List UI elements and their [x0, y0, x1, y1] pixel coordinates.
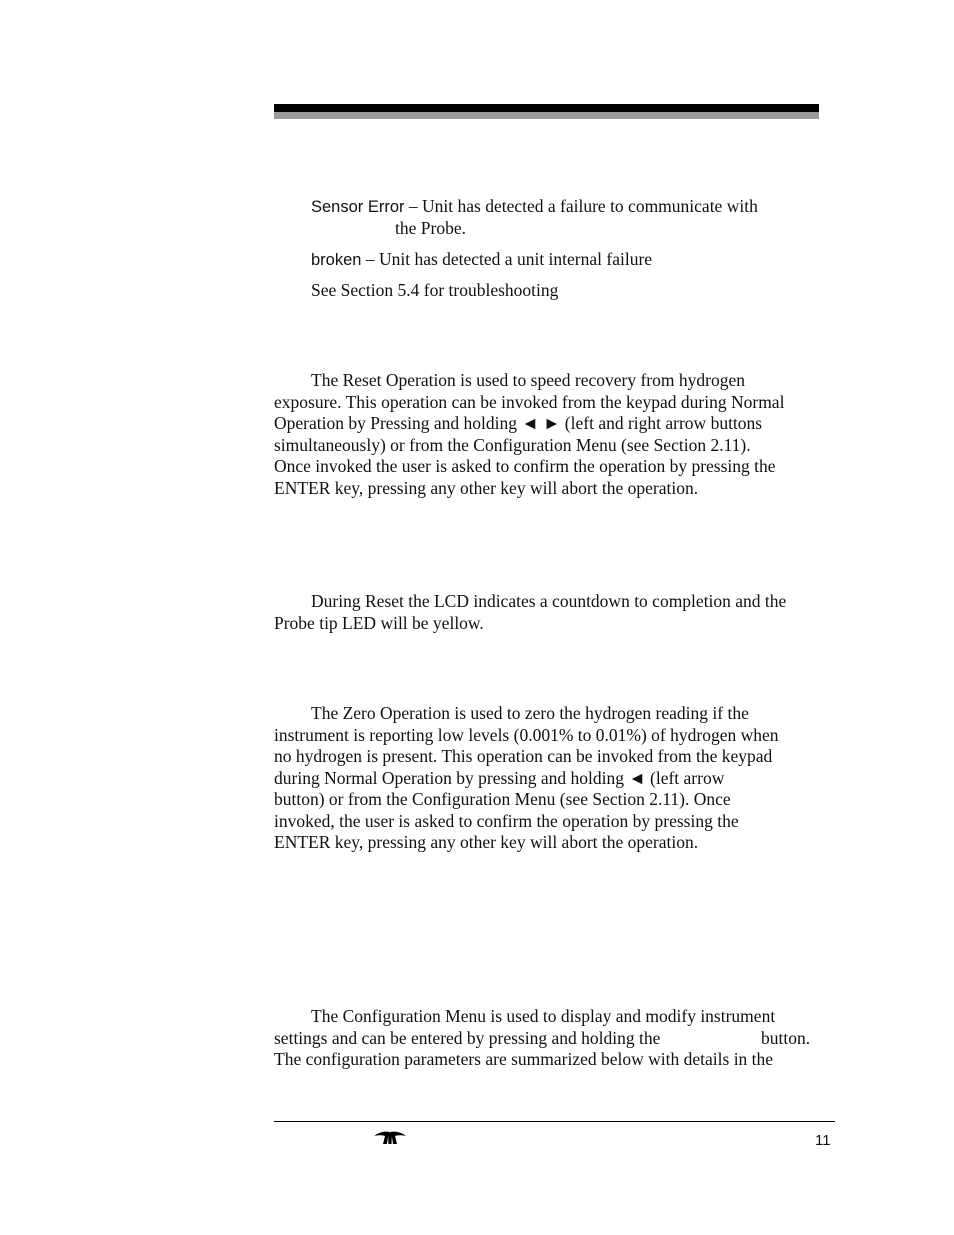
teledyne-logo-icon: [373, 1130, 407, 1146]
see-section-note: See Section 5.4 for troubleshooting: [311, 280, 559, 300]
text-line: instrument is reporting low levels (0.001% to 0.01%) of hydrogen when: [274, 724, 779, 745]
text-line: button) or from the Configuration Menu (see Section 2.11). Once: [274, 789, 731, 809]
zero-operation-paragraph: [274, 703, 822, 854]
text-line: ENTER key, pressing any other key will abort the operation.: [274, 477, 699, 498]
text-line: no hydrogen is present. This operation can be invoked from the keypad: [274, 746, 773, 766]
text-fragment: settings and can be entered by pressing and holding the: [274, 1027, 661, 1048]
text-line: during Normal Operation by pressing and holding ◄ (left arrow: [274, 767, 725, 788]
status-sensor-error-continuation: the Probe.: [395, 218, 466, 238]
desc-sensor-error: – Unit has detected a failure to communicate with: [404, 196, 758, 216]
term-broken: broken: [311, 251, 362, 269]
text-line: exposure. This operation can be invoked from the keypad during Normal: [274, 391, 785, 412]
configuration-menu-paragraph: [274, 1006, 822, 1071]
status-sensor-error: [311, 196, 758, 219]
text-fragment: button.: [761, 1027, 811, 1048]
text-line: The Zero Operation is used to zero the hydrogen reading if the: [311, 703, 749, 723]
footer-rule: [274, 1121, 835, 1122]
text-line: Operation by Pressing and holding ◄ ► (left and right arrow buttons: [274, 413, 763, 433]
text-line: Probe tip LED will be yellow.: [274, 612, 484, 633]
text-line: Once invoked the user is asked to confirm the operation by pressing the: [274, 456, 776, 476]
header-rule-black: [274, 104, 819, 112]
term-sensor-error: Sensor Error: [311, 198, 405, 216]
text-line: During Reset the LCD indicates a countdown to completion and the: [311, 591, 787, 611]
text-line: The Reset Operation is used to speed recovery from hydrogen: [311, 370, 745, 390]
text-line: [274, 1028, 822, 1050]
desc-broken: – Unit has detected a unit internal failure: [361, 249, 653, 269]
status-broken: [311, 249, 652, 272]
reset-lcd-paragraph: [274, 591, 822, 634]
text-line: The Configuration Menu is used to display and modify instrument: [311, 1006, 776, 1026]
header-rule-gray: [274, 112, 819, 119]
page-number: 11: [815, 1132, 831, 1149]
text-line: ENTER key, pressing any other key will abort the operation.: [274, 832, 699, 852]
text-line: invoked, the user is asked to confirm the operation by pressing the: [274, 810, 739, 831]
text-line: The configuration parameters are summarized below with details in the: [274, 1049, 774, 1069]
text-line: simultaneously) or from the Configuration Menu (see Section 2.11).: [274, 434, 751, 455]
reset-operation-paragraph: [274, 370, 822, 499]
